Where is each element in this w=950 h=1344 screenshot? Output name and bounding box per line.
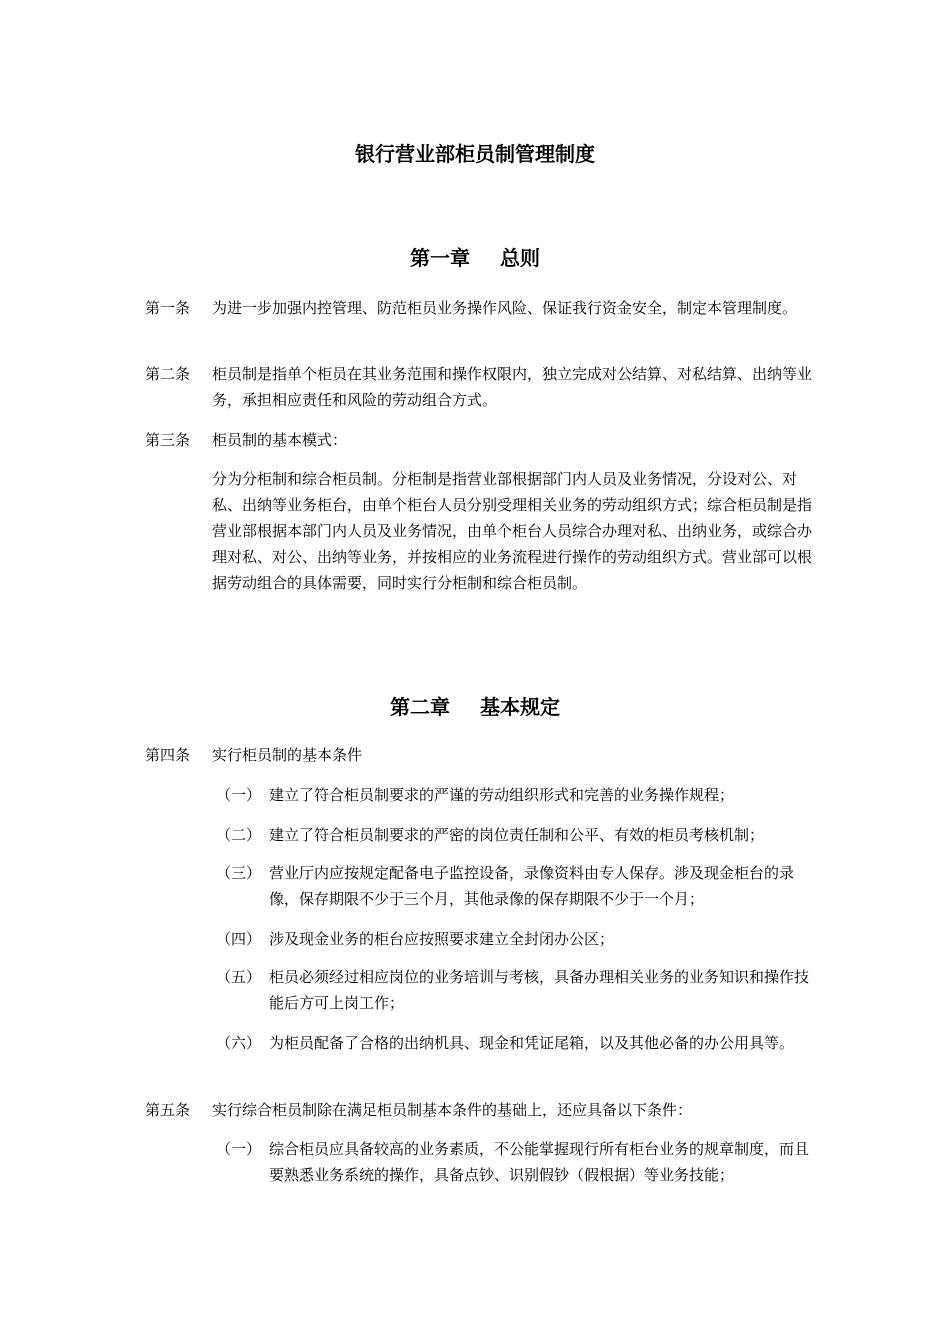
article-3 [145, 427, 815, 453]
article-1 [145, 295, 815, 321]
article-number: 第二条 [145, 365, 191, 383]
chapter-2-name: 基本规定 [480, 695, 560, 719]
item-number: （五） [216, 968, 262, 986]
article-4 [145, 742, 815, 768]
item-number: （一） [216, 786, 262, 804]
article-4-item-3 [216, 860, 816, 912]
item-number: （三） [216, 864, 262, 882]
item-text: 为柜员配备了合格的出纳机具、现金和凭证尾箱，以及其他必备的办公用具等。 [269, 1034, 795, 1052]
article-3-paragraph: 分为分柜制和综合柜员制。分柜制是指营业部根据部门内人员及业务情况，分设对公、对私、出纳等业务柜台，由单个柜台人员分别受理相关业务的劳动组织方式；综合柜员制是指营业部根据本部门内人员及业务情况，由单个柜台人员综合办理对私、出纳业务，或综合办理对私、对公、出纳等业务，并按相应的业务流程进行操作的劳动组织方式。营业部可以根据劳动组合的具体需要，同时实行分柜制和综合柜员制。 [212, 470, 813, 592]
article-text: 实行综合柜员制除在满足柜员制基本条件的基础上，还应具备以下条件： [212, 1101, 693, 1119]
article-2 [145, 361, 815, 413]
article-5-item-1 [216, 1136, 816, 1188]
document-title: 银行营业部柜员制管理制度 [355, 142, 595, 166]
article-5 [145, 1097, 815, 1123]
item-text: 柜员必须经过相应岗位的业务培训与考核，具备办理相关业务的业务知识和操作技能后方可上岗工作； [269, 968, 810, 1012]
article-number: 第一条 [145, 299, 191, 317]
item-text: 综合柜员应具备较高的业务素质，不公能掌握现行所有柜台业务的规章制度，而且要熟悉业务系统的操作，具备点钞、识别假钞（假根据）等业务技能； [269, 1140, 810, 1184]
article-4-item-2 [216, 822, 816, 848]
article-4-item-6 [216, 1030, 816, 1056]
article-text: 为进一步加强内控管理、防范柜员业务操作风险、保证我行资金安全，制定本管理制度。 [212, 299, 798, 317]
chapter-1-name: 总则 [500, 246, 540, 270]
item-number: （四） [216, 930, 262, 948]
article-text: 实行柜员制的基本条件 [212, 746, 363, 764]
article-4-item-4 [216, 926, 816, 952]
item-number: （二） [216, 826, 262, 844]
item-number: （六） [216, 1034, 262, 1052]
item-number: （一） [216, 1140, 262, 1158]
item-text: 涉及现金业务的柜台应按照要求建立全封闭办公区； [269, 930, 615, 948]
article-number: 第五条 [145, 1101, 191, 1119]
item-text: 建立了符合柜员制要求的严谨的劳动组织形式和完善的业务操作规程； [269, 786, 735, 804]
chapter-1-heading [0, 242, 950, 271]
item-text: 建立了符合柜员制要求的严密的岗位责任制和公平、有效的柜员考核机制； [269, 826, 765, 844]
item-text: 营业厅内应按规定配备电子监控设备，录像资料由专人保存。涉及现金柜台的录像，保存期限不少于三个月，其他录像的保存期限不少于一个月； [269, 864, 795, 908]
article-4-item-5 [216, 964, 816, 1016]
chapter-2-number: 第二章 [390, 695, 450, 719]
article-number: 第四条 [145, 746, 191, 764]
article-4-item-1 [216, 782, 816, 808]
chapter-1-number: 第一章 [410, 246, 470, 270]
article-number: 第三条 [145, 431, 191, 449]
article-text: 柜员制的基本模式： [212, 431, 348, 449]
article-text: 柜员制是指单个柜员在其业务范围和操作权限内，独立完成对公结算、对私结算、出纳等业务，承担相应责任和风险的劳动组合方式。 [212, 365, 813, 409]
chapter-2-heading [0, 691, 950, 720]
